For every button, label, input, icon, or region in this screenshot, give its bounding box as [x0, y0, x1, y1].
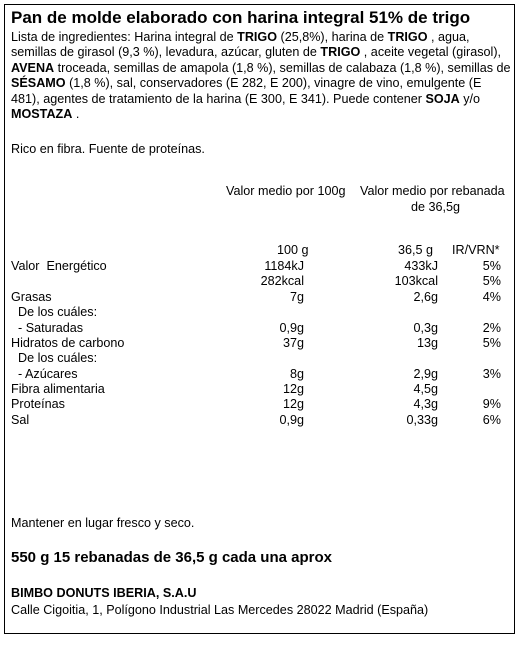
subheader-36-5g: 36,5 g [398, 243, 434, 257]
value-per-100g: 7g [289, 290, 304, 304]
allergen-text: AVENA [11, 60, 55, 75]
allergen-text: SÉSAMO [11, 76, 66, 91]
value-per-100g: 12g [282, 382, 304, 396]
nutrient-label: Valor Energético [11, 259, 107, 273]
value-per-slice: 4,5g [413, 382, 438, 396]
value-per-100g: 0,9g [279, 413, 304, 427]
ingredient-text: (1,8 %), sal, conservadores (E 282, E 200), vinagre de vino, emulgente (E 481), agentes de tratamiento de la harina (E 300, E 341). Puede contener [11, 76, 482, 106]
nutrient-label: - Saturadas [11, 321, 84, 335]
value-per-slice: 2,9g [413, 367, 438, 381]
value-per-100g: 1184kJ [264, 259, 304, 273]
ingredient-text: . [72, 107, 80, 122]
nutrient-label: - Azúcares [11, 367, 78, 381]
nutrient-label: Fibra alimentaria [11, 382, 105, 396]
nutrient-label: Sal [11, 413, 30, 427]
value-per-100g: 282kcal [260, 274, 304, 288]
allergen-text: TRIGO [320, 45, 361, 60]
value-per-slice: 103kcal [394, 274, 438, 288]
ingredient-text: Lista de ingredientes: Harina integral de [11, 30, 238, 44]
value-ir-vrn: 2% [482, 321, 501, 335]
value-per-slice: 4,3g [413, 397, 438, 411]
value-per-100g: 8g [289, 367, 304, 381]
ingredient-text: y/o [459, 91, 481, 106]
ingredient-text: , aceite vegetal (girasol), [360, 45, 502, 60]
allergen-text: TRIGO [387, 30, 428, 44]
value-ir-vrn: 5% [482, 336, 501, 350]
company-address: Calle Cigoitia, 1, Polígono Industrial Las Mercedes 28022 Madrid (España) [11, 603, 429, 617]
allergen-text: MOSTAZA [11, 107, 73, 122]
nutrient-label: De los cuáles: [11, 351, 98, 365]
ingredients-list [11, 30, 511, 122]
allergen-text: SOJA [425, 91, 460, 106]
value-per-slice: 433kJ [404, 259, 438, 273]
nutrient-label: Hidratos de carbono [11, 336, 125, 350]
allergen-text: TRIGO [237, 30, 278, 44]
value-per-slice: 0,33g [406, 413, 438, 427]
value-ir-vrn: 3% [482, 367, 501, 381]
claims: Rico en fibra. Fuente de proteínas. [11, 142, 205, 156]
ingredient-text: troceada, semillas de amapola (1,8 %), semillas de calabaza (1,8 %), semillas de [54, 60, 511, 75]
ingredient-text: , agua, semillas de girasol (9,3 %), levadura, azúcar, gluten de [11, 30, 470, 60]
nutrient-label: Grasas [11, 290, 52, 304]
value-per-slice: 0,3g [413, 321, 438, 335]
product-title: Pan de molde elaborado con harina integral 51% de trigo [11, 8, 471, 27]
ingredient-text: (25,8%), harina de [277, 30, 388, 44]
value-per-slice: 13g [416, 336, 438, 350]
net-content: 550 g 15 rebanadas de 36,5 g cada una aprox [11, 549, 332, 566]
header-per-slice-line2: de 36,5g [411, 200, 461, 214]
company-name: BIMBO DONUTS IBERIA, S.A.U [11, 586, 197, 600]
nutrient-label: De los cuáles: [11, 305, 98, 319]
value-ir-vrn: 5% [482, 259, 501, 273]
value-ir-vrn: 6% [482, 413, 501, 427]
value-ir-vrn: 5% [482, 274, 501, 288]
storage-instructions: Mantener en lugar fresco y seco. [11, 516, 195, 530]
header-per-100g: Valor medio por 100g [226, 184, 346, 198]
nutrient-label: Proteínas [11, 397, 65, 411]
subheader-100g: 100 g [277, 243, 309, 257]
value-per-slice: 2,6g [413, 290, 438, 304]
value-per-100g: 37g [282, 336, 304, 350]
value-per-100g: 0,9g [279, 321, 304, 335]
header-per-slice-line1: Valor medio por rebanada [360, 184, 505, 198]
value-ir-vrn: 4% [482, 290, 501, 304]
value-per-100g: 12g [282, 397, 304, 411]
value-ir-vrn: 9% [482, 397, 501, 411]
subheader-ir-vrn: IR/VRN* [452, 243, 500, 257]
